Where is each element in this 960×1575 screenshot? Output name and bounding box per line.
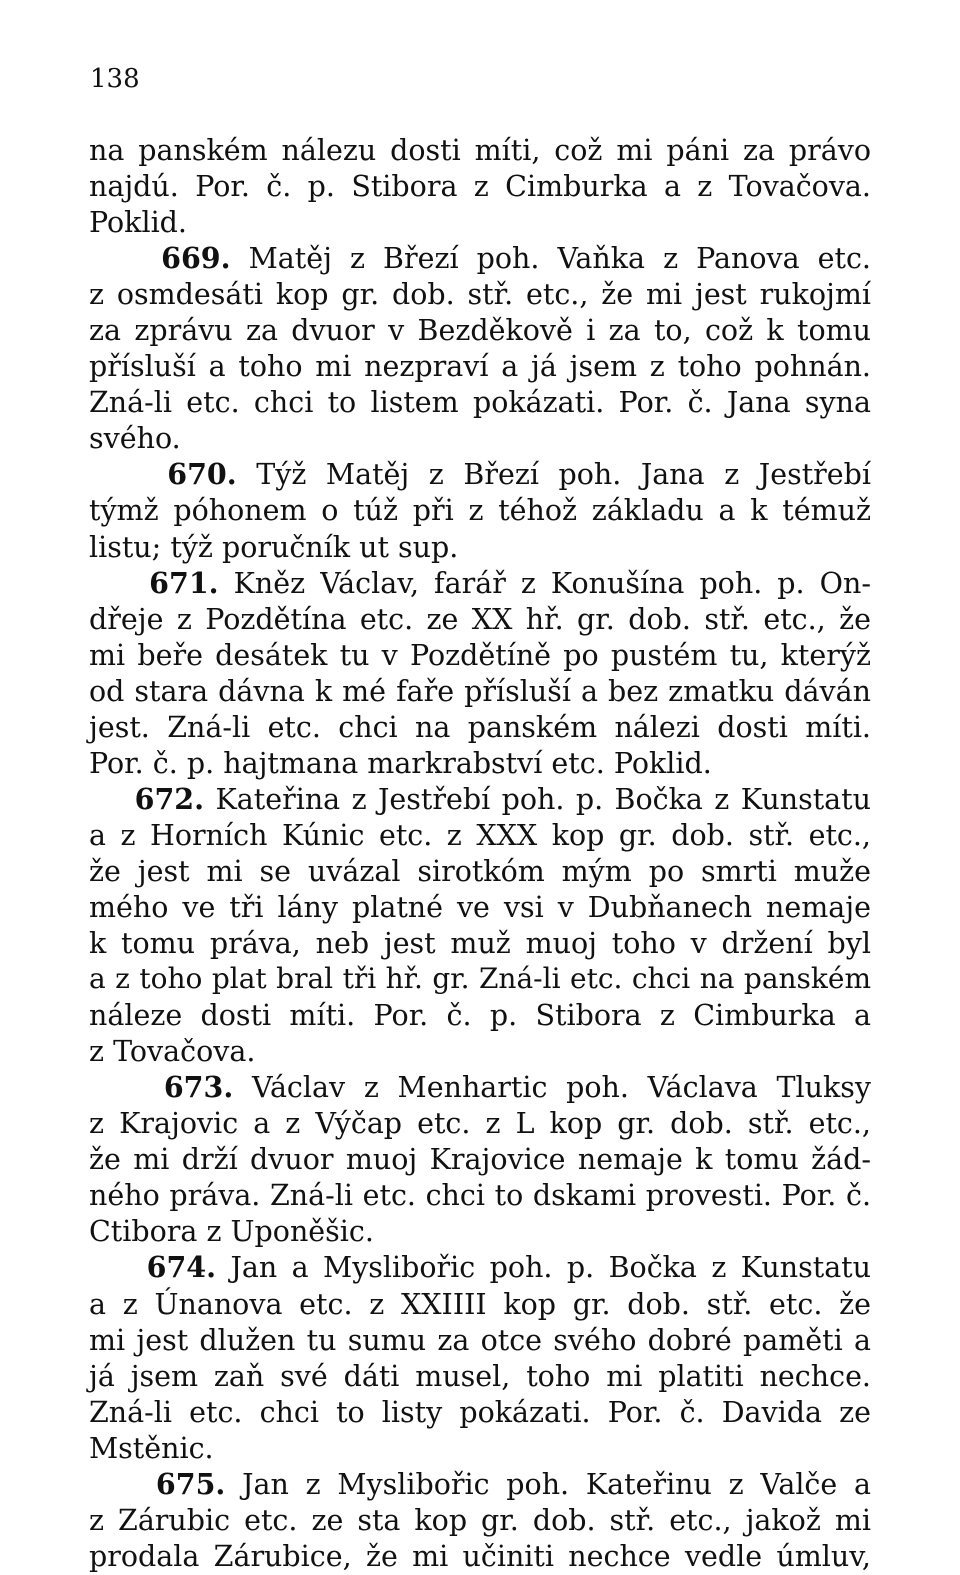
entry-number: 672.: [134, 781, 205, 816]
line-text: z Tovačova.: [89, 1035, 256, 1069]
line-indent: [89, 458, 167, 491]
line-text: svého.: [89, 422, 181, 456]
text-line: [89, 1249, 871, 1285]
entry-number: 669.: [161, 241, 231, 276]
text-line: [89, 529, 871, 565]
text-line: [89, 240, 871, 276]
text-line: [89, 384, 871, 420]
text-line: [89, 1430, 871, 1466]
text-line: [89, 637, 871, 673]
line-text: Kněz Václav, farář z Konušína poh. p. On-: [218, 566, 871, 600]
text-line: [89, 1358, 871, 1394]
line-text: a z Únanova etc. z XXIIII kop gr. dob. stř. etc. že: [89, 1287, 871, 1321]
entry-number: 671.: [149, 565, 219, 600]
text-line: [89, 1502, 871, 1538]
text-line: [89, 961, 871, 997]
text-line: [89, 168, 871, 204]
line-text: ného práva. Zná-li etc. chci to dskami provesti. Por. č.: [89, 1179, 871, 1213]
line-text: Zná-li etc. chci to listem pokázati. Por. č. Jana syna: [89, 386, 871, 420]
line-text: týmž póhonem o túž při z téhož základu a k témuž: [89, 494, 871, 528]
entry-number: 670.: [167, 457, 237, 492]
line-text: já jsem zaň své dáti musel, toho mi platiti nechce.: [89, 1359, 871, 1393]
text-line: [89, 1141, 871, 1177]
line-text: že jest mi se uvázal sirotkóm mým po smrti muže: [89, 854, 871, 888]
text-line: [89, 997, 871, 1033]
text-line: [89, 709, 871, 745]
line-text: Mstěnic.: [89, 1431, 214, 1465]
line-text: na panském nálezu dosti míti, což mi páni za právo: [89, 134, 871, 167]
line-text: najdú. Por. č. p. Stibora z Cimburka a z Tovačova.: [89, 170, 871, 204]
text-line: [89, 1538, 871, 1574]
line-text: Jan z Myslibořic poh. Kateřinu z Valče a: [225, 1467, 871, 1501]
text-line: [89, 1286, 871, 1322]
line-text: Matěj z Březí poh. Vaňka z Panova etc.: [230, 242, 871, 276]
line-text: Týž Matěj z Březí poh. Jana z Jestřebí: [236, 458, 871, 492]
line-text: že mi drží dvuor muoj Krajovice nemaje k tomu žád-: [89, 1143, 871, 1177]
text-line: [89, 673, 871, 709]
text-line: [89, 781, 871, 817]
text-line: [89, 745, 871, 781]
line-text: Václav z Menhartic poh. Václava Tluksy: [233, 1071, 871, 1105]
text-line: [89, 312, 871, 348]
text-line: [89, 1033, 871, 1069]
line-text: mého ve tři lány platné ve vsi v Dubňanech nemaje: [89, 890, 871, 924]
line-text: náleze dosti míti. Por. č. p. Stibora z Cimburka a: [89, 999, 871, 1033]
line-indent: [89, 242, 161, 275]
line-text: jest. Zná-li etc. chci na panském nálezi dosti míti.: [89, 710, 871, 744]
entry-number: 673.: [163, 1070, 234, 1105]
text-line: [89, 456, 871, 492]
line-indent: [89, 1468, 156, 1501]
line-text: Por. č. p. hajtmana markrabství etc. Poklid.: [89, 746, 712, 780]
entry-number: 675.: [155, 1466, 226, 1501]
line-text: prodala Zárubice, že mi učiniti nechce vedle úmluv,: [89, 1539, 871, 1573]
text-line: [89, 420, 871, 456]
text-line: [89, 1322, 871, 1358]
text-line: [89, 204, 871, 240]
text-line: [89, 276, 871, 312]
line-text: Kateřina z Jestřebí poh. p. Bočka z Kunstatu: [204, 782, 871, 816]
line-text: Poklid.: [89, 206, 187, 240]
text-line: [89, 348, 871, 384]
body-text: [89, 132, 871, 1574]
line-text: listu; týž poručník ut sup.: [89, 530, 459, 564]
entry-number: 674.: [146, 1250, 217, 1285]
line-text: mi jest dlužen tu sumu za otce svého dobré paměti a: [89, 1323, 871, 1357]
line-text: dřeje z Pozdětína etc. ze XX hř. gr. dob. stř. etc., že: [89, 602, 871, 636]
text-line: [89, 565, 871, 601]
text-line: [89, 601, 871, 637]
text-line: [89, 492, 871, 528]
line-indent: [89, 1251, 147, 1284]
line-indent: [89, 783, 135, 816]
text-line: [89, 1394, 871, 1430]
text-line: [89, 853, 871, 889]
line-indent: [89, 567, 149, 600]
text-line: [89, 889, 871, 925]
line-text: z Zárubic etc. ze sta kop gr. dob. stř. etc., jakož mi: [89, 1503, 871, 1537]
text-line: [89, 1069, 871, 1105]
line-indent: [89, 1071, 164, 1104]
line-text: Zná-li etc. chci to listy pokázati. Por. č. Davida ze: [89, 1395, 871, 1429]
line-text: z Krajovic a z Výčap etc. z L kop gr. dob. stř. etc.,: [89, 1107, 871, 1141]
text-line: [89, 132, 871, 168]
text-line: [89, 1213, 871, 1249]
text-line: [89, 1177, 871, 1213]
line-text: a z Horních Kúnic etc. z XXX kop gr. dob. stř. etc.,: [89, 818, 871, 852]
line-text: z osmdesáti kop gr. dob. stř. etc., že mi jest rukojmí: [89, 278, 871, 312]
line-text: Ctibora z Uponěšic.: [89, 1215, 374, 1249]
line-text: za zprávu za dvuor v Bezděkově i za to, což k tomu: [89, 314, 871, 348]
text-line: [89, 817, 871, 853]
text-line: [89, 1466, 871, 1502]
text-line: [89, 925, 871, 961]
page-number: 138: [90, 64, 140, 94]
line-text: a z toho plat bral tři hř. gr. Zná-li etc. chci na panském: [89, 962, 871, 996]
line-text: od stara dávna k mé faře přísluší a bez zmatku dáván: [89, 674, 871, 708]
line-text: mi beře desátek tu v Pozdětíně po pustém tu, kterýž: [89, 638, 871, 672]
text-line: [89, 1105, 871, 1141]
line-text: Jan a Myslibořic poh. p. Bočka z Kunstatu: [216, 1251, 871, 1285]
line-text: k tomu práva, neb jest muž muoj toho v držení byl: [89, 927, 871, 961]
line-text: přísluší a toho mi nezpraví a já jsem z toho pohnán.: [89, 350, 871, 384]
